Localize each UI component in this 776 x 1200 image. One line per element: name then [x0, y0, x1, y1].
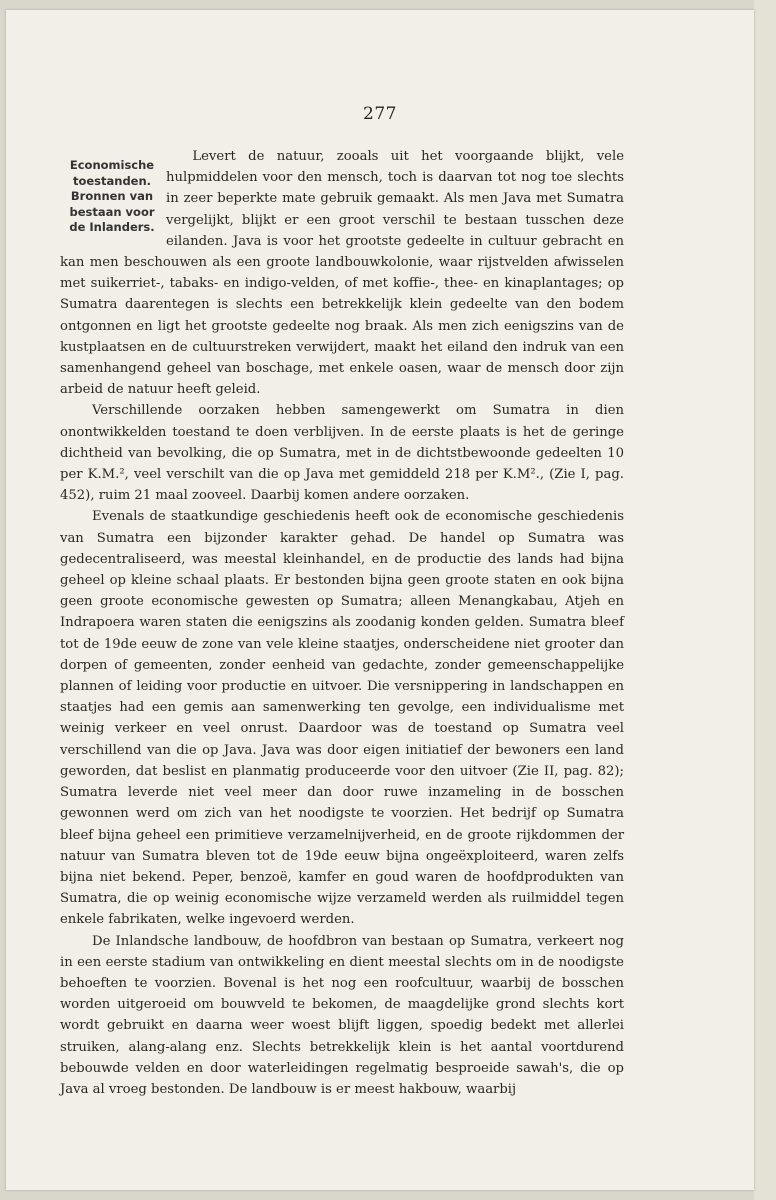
margin-note-line: Bronnen van [70, 189, 154, 203]
paragraph-text: Levert de natuur, zooals uit het voorgaande blijkt, vele hulpmiddelen voor den mensch, toch is daarvan tot nog toe slechts in zeer beperkte mate gebruik gemaakt. Als men Java met Sumatra vergelijkt, blijkt er een groot verschil te bestaan tusschen deze eilanden. Java is voor het grootste gedeelte in cultuur gebracht en kan men beschouwen als een groote landbouwkolonie, waar rijstvelden afwisselen met suikerriet-, tabaks- en indigo-velden, of met koffie-, thee- en kinaplantages; op Sumatra daarentegen is slechts een betrekkelijk klein gedeelte van den bodem ontgonnen en ligt het grootste gedeelte nog braak. Als men zich eenigszins van de kustplaatsen en de cultuurstreken verwijdert, maakt het eiland den indruk van een samenhangend geheel van boschage, met enkele oasen, waar de mensch door zijn arbeid de natuur heeft geleid. [60, 149, 624, 398]
body-text [60, 146, 624, 1100]
margin-note-line: Economische [69, 158, 155, 172]
book-page [6, 10, 754, 1190]
paragraph: Verschillende oorzaken hebben samengewerkt om Sumatra in dien onontwikkelden toestand te doen verblijven. In de eerste plaats is het de geringe dichtheid van bevolking, die op Sumatra, met in de dichtstbewoonde gedeelten 10 per K.M.², veel verschilt van die op Java met gemiddeld 218 per K.M²., (Zie I, pag. 452), ruim 21 maal zooveel. Daarbij komen andere oorzaken. [60, 403, 624, 504]
paragraph: Evenals de staatkundige geschiedenis heeft ook de economische geschiedenis van Sumatra een bijzonder karakter gehad. De handel op Sumatra was gedecentraliseerd, was meestal kleinhandel, en de productie des lands had bijna geheel op kleine schaal plaats. Er bestonden bijna geen groote staten en ook bijna geen groote economische gewesten op Sumatra; alleen Menangkabau, Atjeh en Indrapoera waren staten die eenigszins als zoodanig konden gelden. Sumatra bleef tot de 19de eeuw de zone van vele kleine staatjes, onderscheidene niet grooter dan dorpen of gemeenten, zonder eenheid van gedachte, zonder gemeenschappelijke plannen of leiding voor productie en uitvoer. Die versnippering in landschappen en staatjes had een gemis aan samenwerking ten gevolge, een individualisme met weinig verkeer en veel onrust. Daardoor was de toestand op Sumatra veel verschillend van die op Java. Java was door eigen initiatief der bewoners een land geworden, dat beslist en planmatig produceerde voor den uitvoer (Zie II, pag. 82); Sumatra leverde niet veel meer dan door ruwe inzameling in de bosschen gewonnen werd om zich van het noodigste te voorzien. Het bedrijf op Sumatra bleef bijna geheel een primitieve verzamelnijverheid, en de groote rijkdommen der natuur van Sumatra bleven tot de 19de eeuw bijna ongeëxploiteerd, waren zelfs bijna niet bekend. Peper, benzoë, kamfer en goud waren de hoofdprodukten van Sumatra, die op weinig economische wijze verzameld werden als ruilmiddel tegen enkele fabrikaten, welke ingevoerd werden. [60, 509, 624, 928]
page-edge [754, 0, 776, 1200]
page-number: 277 [363, 104, 397, 124]
margin-note-line: bestaan voor [69, 204, 155, 219]
margin-note-space [60, 146, 166, 246]
margin-note-line: de Inlanders. [69, 220, 155, 234]
margin-note-line: toestanden. [72, 173, 152, 188]
paragraph: De Inlandsche landbouw, de hoofdbron van bestaan op Sumatra, verkeert nog in een eerste stadium van ontwikkeling en dient meestal slechts om in de noodigste behoeften te voorzien. Bovenal is het nog een roofcultuur, waarbij de bosschen worden uitgeroeid om bouwveld te bekomen, de maagdelijke grond slechts kort wordt gebruikt en daarna weer woest blijft liggen, spoedig bedekt met allerlei struiken, alang-alang enz. Slechts betrekkelijk klein is het aantal voortdurend bebouwde velden en door waterleidingen regelmatig besproeide sawah's, die op Java al vroeg bestonden. De landbouw is er meest hakbouw, waarbij [60, 933, 624, 1097]
